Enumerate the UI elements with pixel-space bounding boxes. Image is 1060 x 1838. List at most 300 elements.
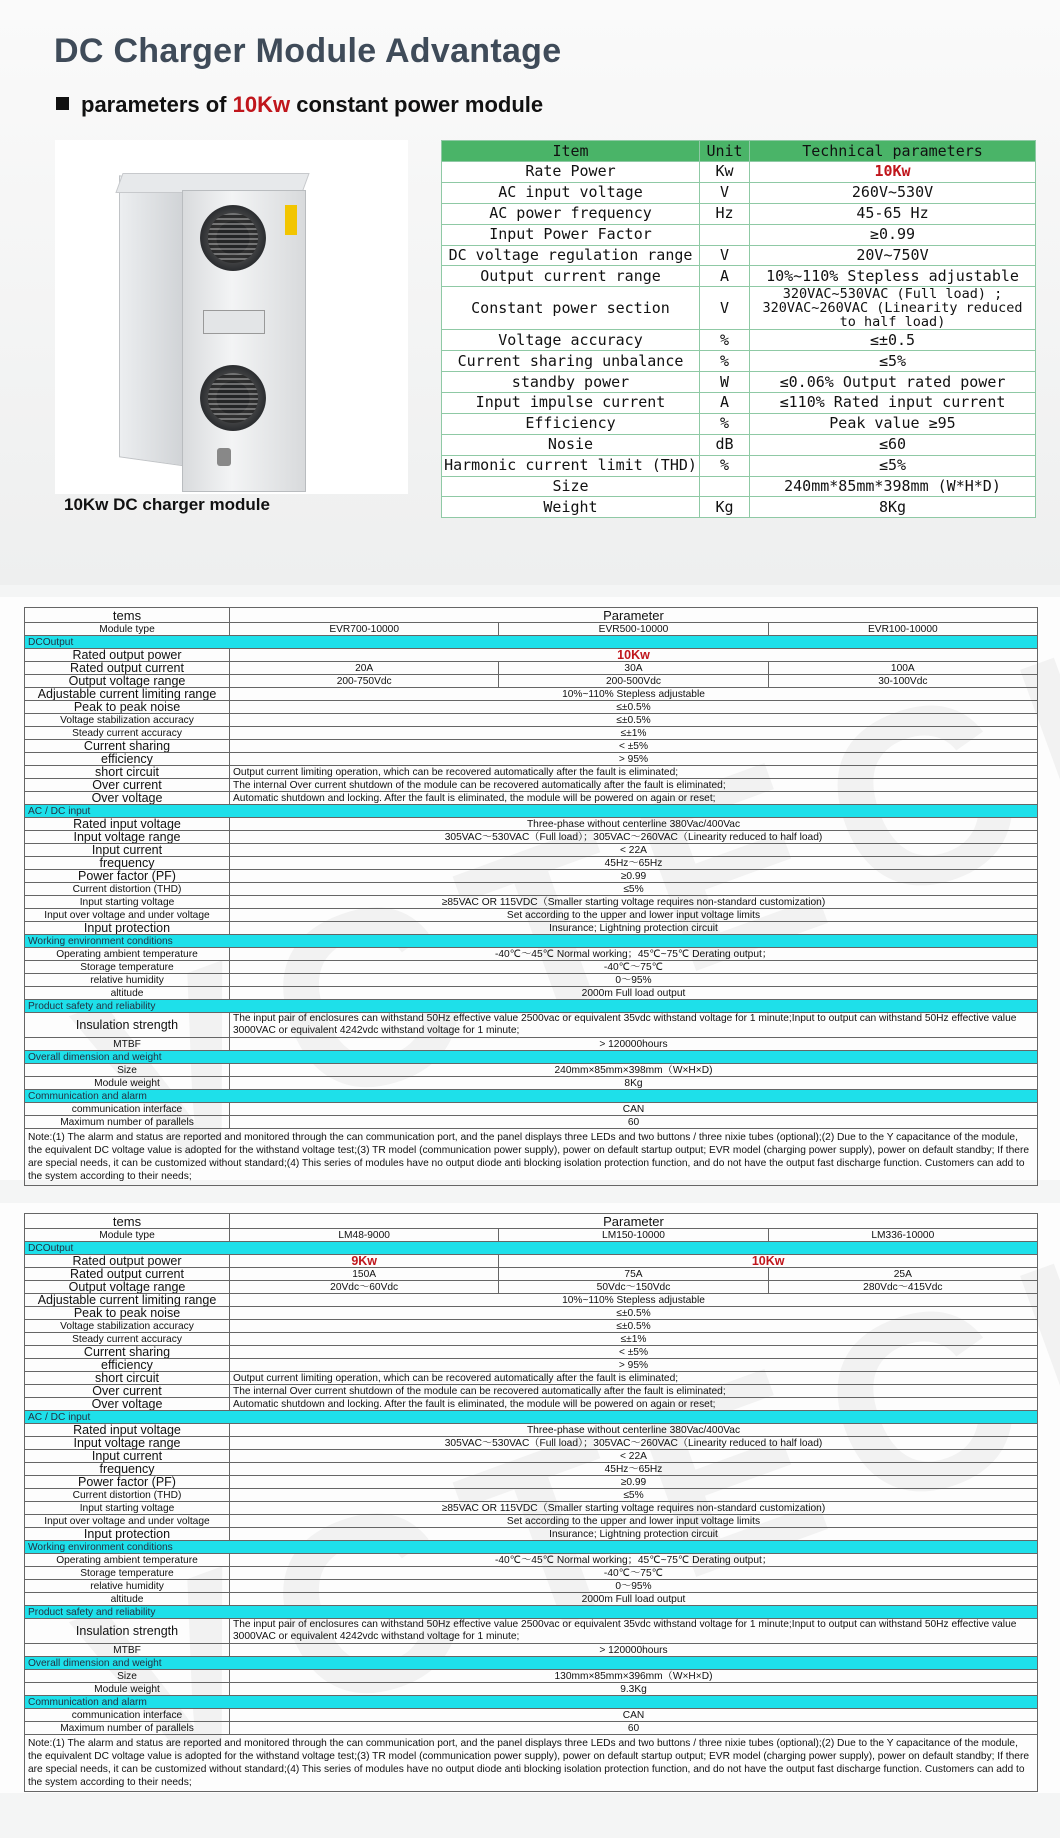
row-label: efficiency — [25, 1359, 230, 1372]
spec-item: standby power — [442, 372, 700, 393]
row-label: Input current — [25, 1450, 230, 1463]
table-row — [25, 792, 1038, 805]
spec-item: Harmonic current limit (THD) — [442, 455, 700, 476]
table-row — [25, 948, 1038, 961]
row-value: 10%~110% Stepless adjustable — [230, 688, 1038, 701]
spec-unit: Kw — [700, 162, 750, 183]
row-value: < 22A — [230, 844, 1038, 857]
section-row — [25, 1051, 1038, 1064]
module-display — [203, 310, 265, 334]
row-label: communication interface — [25, 1103, 230, 1116]
row-label: Operating ambient temperature — [25, 948, 230, 961]
spec-row — [442, 434, 1036, 455]
row-value: Insurance; Lightning protection circuit — [230, 922, 1038, 935]
spec-row — [442, 372, 1036, 393]
row-value: ≤±0.5% — [230, 701, 1038, 714]
row-label: altitude — [25, 987, 230, 1000]
row-label: relative humidity — [25, 974, 230, 987]
spec-item: Weight — [442, 497, 700, 518]
table-row — [25, 831, 1038, 844]
fan-grille-icon — [200, 205, 266, 271]
spec-row — [442, 455, 1036, 476]
table-row — [25, 701, 1038, 714]
col-params: Technical parameters — [750, 141, 1036, 162]
spec-row — [442, 203, 1036, 224]
table-row — [25, 1593, 1038, 1606]
row-value: Insurance; Lightning protection circuit — [230, 1528, 1038, 1541]
note-text: Note:(1) The alarm and status are reported and monitored through the can communication port, and the panel displays three LEDs and two buttons / three nixie tubes (optional);(2) Due to the Y capacitance of the module, the equivalent DC voltage value is adopted for the withstand voltage test;(3) TR model (communication power supply), power on default startup output; EVR model (charging power supply), power on default standby; If there are special needs, it can be customized without standard;(4) This series of modules have no output diode anti blocking isolation protection function, and do not have the output fast discharge function. Customers can add to the system according to their needs; — [25, 1735, 1038, 1792]
row-label: Size — [25, 1670, 230, 1683]
row-value: -40℃～75℃ — [230, 961, 1038, 974]
table-row — [25, 688, 1038, 701]
module-side — [119, 175, 187, 467]
row-value: > 95% — [230, 753, 1038, 766]
row-label: Rated output current — [25, 662, 230, 675]
table-row — [25, 1437, 1038, 1450]
row-value: > 120000hours — [230, 1038, 1038, 1051]
table-row — [25, 779, 1038, 792]
fan-grille-icon — [200, 365, 266, 431]
section-title: Overall dimension and weight — [25, 1051, 1038, 1064]
spec-item: Nosie — [442, 434, 700, 455]
spec-row — [442, 266, 1036, 287]
row-value: 9Kw — [230, 1255, 499, 1268]
table-header-row — [25, 1214, 1038, 1229]
model-name: EVR500-10000 — [499, 623, 768, 636]
spec-unit — [700, 224, 750, 245]
table-row — [25, 883, 1038, 896]
row-value: 2000m Full load output — [230, 987, 1038, 1000]
section-row — [25, 1606, 1038, 1619]
row-label: frequency — [25, 857, 230, 870]
row-value: ≤±0.5% — [230, 714, 1038, 727]
spec-value: 45-65 Hz — [750, 203, 1036, 224]
table-row — [25, 1489, 1038, 1502]
section-title: Product safety and reliability — [25, 1606, 1038, 1619]
row-label: Maximum number of parallels — [25, 1116, 230, 1129]
row-label: Rated output power — [25, 649, 230, 662]
table-row — [25, 1064, 1038, 1077]
row-label: Rated output power — [25, 1255, 230, 1268]
table-row — [25, 649, 1038, 662]
product-photo — [55, 140, 408, 494]
table-row — [25, 675, 1038, 688]
photo-caption: 10Kw DC charger module — [64, 495, 270, 514]
spec-value: ≤0.06% Output rated power — [750, 372, 1036, 393]
spec-unit — [700, 476, 750, 497]
spec-value: Peak value ≥95 — [750, 413, 1036, 434]
row-value: 10Kw — [230, 649, 1038, 662]
table-row — [25, 1346, 1038, 1359]
spec-row — [442, 351, 1036, 372]
model-name: EVR100-10000 — [768, 623, 1037, 636]
table-row — [25, 1103, 1038, 1116]
table-row — [25, 857, 1038, 870]
row-label: Voltage stabilization accuracy — [25, 1320, 230, 1333]
section-row — [25, 1000, 1038, 1013]
row-value: ≤±0.5% — [230, 1320, 1038, 1333]
row-value: -40℃～75℃ — [230, 1567, 1038, 1580]
table-row — [25, 1567, 1038, 1580]
row-label: Power factor (PF) — [25, 1476, 230, 1489]
spec-unit: A — [700, 266, 750, 287]
row-value: 0～95% — [230, 1580, 1038, 1593]
row-label: communication interface — [25, 1709, 230, 1722]
table-row — [25, 1359, 1038, 1372]
row-label: altitude — [25, 1593, 230, 1606]
spec-value: 20V~750V — [750, 245, 1036, 266]
row-value: 200-500Vdc — [499, 675, 768, 688]
row-label: Input starting voltage — [25, 1502, 230, 1515]
spec-row — [442, 162, 1036, 183]
table-row — [25, 961, 1038, 974]
row-value: 50Vdc～150Vdc — [499, 1281, 768, 1294]
row-value: 10Kw — [499, 1255, 1038, 1268]
table-row — [25, 727, 1038, 740]
row-value: 60 — [230, 1722, 1038, 1735]
spec-value: ≤110% Rated input current — [750, 393, 1036, 414]
section-title: Working environment conditions — [25, 935, 1038, 948]
spec-unit: % — [700, 330, 750, 351]
section-row — [25, 1657, 1038, 1670]
row-value: -40℃～45℃ Normal working；45℃~75℃ Derating output； — [230, 948, 1038, 961]
row-label: Current sharing — [25, 1346, 230, 1359]
row-value: 305VAC～530VAC（Full load）；305VAC～260VAC（Linearity reduced to half load) — [230, 831, 1038, 844]
spec-row — [442, 330, 1036, 351]
header-parameter: Parameter — [230, 1214, 1038, 1229]
table-row — [25, 1268, 1038, 1281]
row-value: 8Kg — [230, 1077, 1038, 1090]
table-row — [25, 1554, 1038, 1567]
row-label: Input over voltage and under voltage — [25, 909, 230, 922]
table-row — [25, 1502, 1038, 1515]
spec-item: AC input voltage — [442, 182, 700, 203]
spec-row — [442, 413, 1036, 434]
subtitle-accent: 10Kw — [232, 92, 291, 117]
row-value: Three-phase without centerline 380Vac/400Vac — [230, 1424, 1038, 1437]
evr-parameter-table — [24, 607, 1038, 1186]
col-unit: Unit — [700, 141, 750, 162]
row-value: 2000m Full load output — [230, 1593, 1038, 1606]
table-row — [25, 1450, 1038, 1463]
model-name: LM150-10000 — [499, 1229, 768, 1242]
row-label: Storage temperature — [25, 1567, 230, 1580]
row-label: MTBF — [25, 1644, 230, 1657]
col-item: Item — [442, 141, 700, 162]
note-row — [25, 1129, 1038, 1186]
row-value: Set according to the upper and lower input voltage limits — [230, 1515, 1038, 1528]
row-value: < ±5% — [230, 1346, 1038, 1359]
table-row — [25, 1398, 1038, 1411]
row-label: efficiency — [25, 753, 230, 766]
row-value: 150A — [230, 1268, 499, 1281]
table-row — [25, 1476, 1038, 1489]
spec-value: ≤5% — [750, 455, 1036, 476]
row-value: 20Vdc～60Vdc — [230, 1281, 499, 1294]
spec-item: Constant power section — [442, 287, 700, 330]
row-label: Operating ambient temperature — [25, 1554, 230, 1567]
table-row — [25, 1116, 1038, 1129]
row-label: Module weight — [25, 1683, 230, 1696]
spec-value: 10%~110% Stepless adjustable — [750, 266, 1036, 287]
row-value: The internal Over current shutdown of the module can be recovered automatically after the fault is eliminated; — [230, 779, 1038, 792]
table-row — [25, 896, 1038, 909]
table-row — [25, 987, 1038, 1000]
model-name: EVR700-10000 — [230, 623, 499, 636]
row-label: Current sharing — [25, 740, 230, 753]
row-value: Output current limiting operation, which can be recovered automatically after the fault is eliminated; — [230, 766, 1038, 779]
row-value: ≤±0.5% — [230, 1307, 1038, 1320]
table-row — [25, 714, 1038, 727]
table-row — [25, 1320, 1038, 1333]
spec-item: Current sharing unbalance — [442, 351, 700, 372]
row-label: Steady current accuracy — [25, 1333, 230, 1346]
row-label: Peak to peak noise — [25, 1307, 230, 1320]
row-value: 130mm×85mm×396mm（W×H×D) — [230, 1670, 1038, 1683]
spec-item: DC voltage regulation range — [442, 245, 700, 266]
row-value: > 95% — [230, 1359, 1038, 1372]
row-label: Over current — [25, 779, 230, 792]
row-value: 45Hz～65Hz — [230, 1463, 1038, 1476]
spec-value: ≤60 — [750, 434, 1036, 455]
row-value: < ±5% — [230, 740, 1038, 753]
row-label: Insulation strength — [25, 1619, 230, 1644]
table-row — [25, 1077, 1038, 1090]
row-value: 60 — [230, 1116, 1038, 1129]
table-row — [25, 1281, 1038, 1294]
spec-value: 240mm*85mm*398mm (W*H*D) — [750, 476, 1036, 497]
row-label: Maximum number of parallels — [25, 1722, 230, 1735]
row-value: The input pair of enclosures can withstand 50Hz effective value 2500vac or equivalent 35vdc withstand voltage for 1 minute;Input to output can withstand 50Hz effective value 3000VAC or equivalent 4242vdc withstand voltage for 1 minute; — [230, 1619, 1038, 1644]
table-row — [25, 1013, 1038, 1038]
table-row — [25, 1528, 1038, 1541]
row-label: Output voltage range — [25, 675, 230, 688]
row-value: 100A — [768, 662, 1037, 675]
spec-unit: dB — [700, 434, 750, 455]
spec-value: 260V~530V — [750, 182, 1036, 203]
spec-row — [442, 393, 1036, 414]
spec-unit: V — [700, 182, 750, 203]
table-header-row — [25, 608, 1038, 623]
section-title: Overall dimension and weight — [25, 1657, 1038, 1670]
row-label: Current distortion (THD) — [25, 883, 230, 896]
row-value: 30A — [499, 662, 768, 675]
section-row — [25, 1411, 1038, 1424]
row-label: Peak to peak noise — [25, 701, 230, 714]
spec-header-row — [442, 141, 1036, 162]
row-value: 25A — [768, 1268, 1037, 1281]
model-name: LM48-9000 — [230, 1229, 499, 1242]
section-title: Product safety and reliability — [25, 1000, 1038, 1013]
section-title: Communication and alarm — [25, 1090, 1038, 1103]
header-items: tems — [25, 608, 230, 623]
row-value: Output current limiting operation, which can be recovered automatically after the fault is eliminated; — [230, 1372, 1038, 1385]
section-row — [25, 636, 1038, 649]
spec-item: AC power frequency — [442, 203, 700, 224]
section-row — [25, 1242, 1038, 1255]
table-row — [25, 1515, 1038, 1528]
spec-unit: % — [700, 351, 750, 372]
row-value: 280Vdc～415Vdc — [768, 1281, 1037, 1294]
row-value: Set according to the upper and lower input voltage limits — [230, 909, 1038, 922]
table-row — [25, 1722, 1038, 1735]
row-label: Input over voltage and under voltage — [25, 1515, 230, 1528]
spec-value: ≤5% — [750, 351, 1036, 372]
table-row — [25, 1333, 1038, 1346]
row-label: Module weight — [25, 1077, 230, 1090]
row-label: Size — [25, 1064, 230, 1077]
row-label: Over voltage — [25, 792, 230, 805]
section-title: AC / DC input — [25, 1411, 1038, 1424]
table-row — [25, 909, 1038, 922]
overview-panel — [0, 0, 1060, 585]
spec-row — [442, 497, 1036, 518]
section-row — [25, 1541, 1038, 1554]
section-subtitle — [56, 92, 543, 118]
row-value: CAN — [230, 1103, 1038, 1116]
spec-item: Voltage accuracy — [442, 330, 700, 351]
spec-value: 8Kg — [750, 497, 1036, 518]
table-row — [25, 818, 1038, 831]
subtitle-prefix: parameters of — [81, 92, 233, 117]
row-value: -40℃～45℃ Normal working；45℃~75℃ Derating output； — [230, 1554, 1038, 1567]
row-value: CAN — [230, 1709, 1038, 1722]
row-label: Insulation strength — [25, 1013, 230, 1038]
row-label: Rated output current — [25, 1268, 230, 1281]
table-row — [25, 1580, 1038, 1593]
table-row — [25, 922, 1038, 935]
spec-row — [442, 182, 1036, 203]
row-label: MTBF — [25, 1038, 230, 1051]
row-value: The input pair of enclosures can withstand 50Hz effective value 2500vac or equivalent 35vdc withstand voltage for 1 minute;Input to output can withstand 50Hz effective value 3000VAC or equivalent 4242vdc withstand voltage for 1 minute; — [230, 1013, 1038, 1038]
row-value: 200-750Vdc — [230, 675, 499, 688]
row-label: Input protection — [25, 922, 230, 935]
spec-item: Efficiency — [442, 413, 700, 434]
row-value: > 120000hours — [230, 1644, 1038, 1657]
section-row — [25, 1696, 1038, 1709]
table-row — [25, 1670, 1038, 1683]
spec-value: ≤±0.5 — [750, 330, 1036, 351]
row-value: ≥0.99 — [230, 870, 1038, 883]
warning-label — [285, 205, 297, 235]
table-row — [25, 870, 1038, 883]
row-value: 20A — [230, 662, 499, 675]
section-title: Working environment conditions — [25, 1541, 1038, 1554]
row-label: Module type — [25, 623, 230, 636]
row-label: Storage temperature — [25, 961, 230, 974]
row-label: Output voltage range — [25, 1281, 230, 1294]
spec-item: Input impulse current — [442, 393, 700, 414]
row-label: Adjustable current limiting range — [25, 1294, 230, 1307]
table-row — [25, 662, 1038, 675]
model-name: LM336-10000 — [768, 1229, 1037, 1242]
row-value: ≤5% — [230, 1489, 1038, 1502]
spec-unit: V — [700, 245, 750, 266]
spec-table — [441, 140, 1036, 518]
table-row — [25, 1619, 1038, 1644]
note-text: Note:(1) The alarm and status are reported and monitored through the can communication port, and the panel displays three LEDs and two buttons / three nixie tubes (optional);(2) Due to the Y capacitance of the module, the equivalent DC voltage value is adopted for the withstand voltage test;(3) TR model (communication power supply), power on default startup output; EVR model (charging power supply), power on default standby; If there are special needs, it can be customized without standard;(4) This series of modules have no output diode anti blocking isolation protection function, and do not have the output fast discharge function. Customers can add to the system according to their needs; — [25, 1129, 1038, 1186]
row-label: Input current — [25, 844, 230, 857]
row-value: 45Hz～65Hz — [230, 857, 1038, 870]
row-label: Adjustable current limiting range — [25, 688, 230, 701]
row-label: Rated input voltage — [25, 1424, 230, 1437]
lm-parameter-sheet — [0, 1203, 1060, 1793]
spec-unit: W — [700, 372, 750, 393]
row-value: 240mm×85mm×398mm（W×H×D) — [230, 1064, 1038, 1077]
section-title: DCOutput — [25, 636, 1038, 649]
section-title: Communication and alarm — [25, 1696, 1038, 1709]
row-label: short circuit — [25, 766, 230, 779]
row-label: frequency — [25, 1463, 230, 1476]
table-row — [25, 753, 1038, 766]
table-row — [25, 1038, 1038, 1051]
table-row — [25, 974, 1038, 987]
section-row — [25, 935, 1038, 948]
spec-row — [442, 476, 1036, 497]
page-title: DC Charger Module Advantage — [54, 32, 562, 70]
row-label: Voltage stabilization accuracy — [25, 714, 230, 727]
spec-item: Rate Power — [442, 162, 700, 183]
table-row — [25, 1229, 1038, 1242]
spec-unit: V — [700, 287, 750, 330]
subtitle-suffix: constant power module — [290, 92, 544, 117]
section-row — [25, 805, 1038, 818]
row-value: ≤±1% — [230, 727, 1038, 740]
lm-parameter-table — [24, 1213, 1038, 1792]
evr-parameter-sheet — [0, 597, 1060, 1180]
row-label: Rated input voltage — [25, 818, 230, 831]
row-value: The internal Over current shutdown of the module can be recovered automatically after the fault is eliminated; — [230, 1385, 1038, 1398]
bullet-icon — [56, 97, 69, 110]
spec-value: 10Kw — [750, 162, 1036, 183]
table-row — [25, 766, 1038, 779]
spec-value: ≥0.99 — [750, 224, 1036, 245]
header-parameter: Parameter — [230, 608, 1038, 623]
spec-value: 320VAC~530VAC (Full load) ; 320VAC~260VAC (Linearity reduced to half load) — [750, 287, 1036, 330]
spec-unit: A — [700, 393, 750, 414]
note-row — [25, 1735, 1038, 1792]
row-value: ≤5% — [230, 883, 1038, 896]
row-value: ≥85VAC OR 115VDC（Smaller starting voltage requires non-standard customization) — [230, 896, 1038, 909]
row-value: ≥85VAC OR 115VDC（Smaller starting voltage requires non-standard customization) — [230, 1502, 1038, 1515]
row-value: ≤±1% — [230, 1333, 1038, 1346]
row-value: 10%~110% Stepless adjustable — [230, 1294, 1038, 1307]
section-row — [25, 1090, 1038, 1103]
table-row — [25, 1709, 1038, 1722]
table-row — [25, 1644, 1038, 1657]
table-row — [25, 1255, 1038, 1268]
spec-unit: % — [700, 455, 750, 476]
section-title: AC / DC input — [25, 805, 1038, 818]
row-value: 75A — [499, 1268, 768, 1281]
row-label: Input starting voltage — [25, 896, 230, 909]
table-row — [25, 1294, 1038, 1307]
spec-row — [442, 287, 1036, 330]
row-label: Input protection — [25, 1528, 230, 1541]
table-row — [25, 1683, 1038, 1696]
row-label: Input voltage range — [25, 831, 230, 844]
row-value: Three-phase without centerline 380Vac/400Vac — [230, 818, 1038, 831]
row-label: Current distortion (THD) — [25, 1489, 230, 1502]
row-value: 305VAC～530VAC（Full load）；305VAC～260VAC（Linearity reduced to half load) — [230, 1437, 1038, 1450]
spec-unit: Hz — [700, 203, 750, 224]
table-row — [25, 623, 1038, 636]
spec-unit: % — [700, 413, 750, 434]
handle-knob — [217, 448, 231, 466]
section-title: DCOutput — [25, 1242, 1038, 1255]
row-label: Over voltage — [25, 1398, 230, 1411]
spec-row — [442, 224, 1036, 245]
